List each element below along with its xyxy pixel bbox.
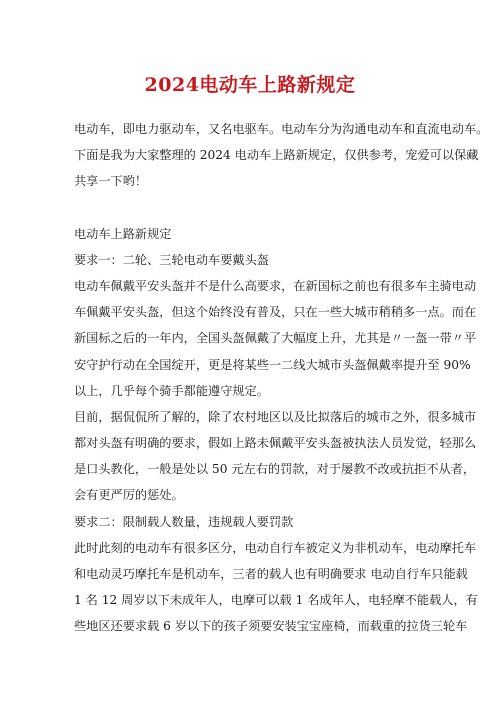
text-line: 都对头盔有明确的要求，假如上路未佩戴平安头盔被执法人员发觉，轻那么	[74, 436, 477, 451]
text-line: 些地区还要求载 6 岁以下的孩子须要安装宝宝座椅，而载重的拉货三轮车	[74, 619, 468, 634]
paragraph-2	[74, 404, 477, 509]
section-title: 电动车上路新规定	[74, 226, 172, 241]
text-line: 新国标之后的一年内，全国头盔佩戴了大幅度上升，尤其是〃一盔一带〃平	[74, 331, 477, 346]
intro-paragraph	[74, 116, 489, 195]
text-line: 安守护行动在全国绽开，更是将某些一二线大城市头盔佩戴率提升至 90%	[74, 357, 471, 372]
requirement-2-heading: 要求二：限制载人数量，违规载人要罚款	[74, 514, 294, 529]
text-line: 此时此刻的电动车有很多区分，电动自行车被定义为非机动车，电动摩托车	[74, 540, 477, 555]
text-line: 电动车佩戴平安头盔并不是什么高要求，在新国标之前也有很多车主骑电动	[74, 278, 477, 293]
text-line: 电动车，即电力驱动车，又名电驱车。电动车分为沟通电动车和直流电动车。	[74, 122, 489, 136]
text-line: 目前，据侃侃所了解的，除了农村地区以及比拟落后的城市之外，很多城市	[74, 409, 477, 424]
paragraph-1	[74, 273, 477, 404]
document-title: 2024电动车上路新规定	[144, 74, 356, 96]
text-line: 共享一下哟！	[74, 174, 148, 189]
text-line: 会有更严厉的惩处。	[74, 488, 184, 503]
paragraph-gap	[74, 195, 438, 221]
text-line: 和电动灵巧摩托车是机动车，三者的载人也有明确要求 电动自行车只能载	[74, 567, 468, 581]
paragraph-3	[74, 535, 478, 640]
text-line: 是口头教化，一般是处以 50 元左右的罚款，对于屡教不改或抗拒不从者，	[74, 462, 476, 477]
text-line: 车佩戴平安头盔，但这个始终没有普及，只在一些大城市稍稍多一点。而在	[74, 305, 477, 320]
text-line: 下面是我为大家整理的 2024 电动车上路新规定，仅供参考，宠爱可以保藏	[74, 148, 479, 163]
text-line: 1 名 12 周岁以下未成年人，电摩可以载 1 名成年人，电轻摩不能载人，有	[74, 593, 478, 608]
text-line: 以上，几乎每个骑手都能遵守规定。	[74, 383, 269, 398]
requirement-1-heading: 要求一：二轮、三轮电动车要戴头盔	[74, 252, 269, 267]
document-body	[74, 116, 489, 640]
